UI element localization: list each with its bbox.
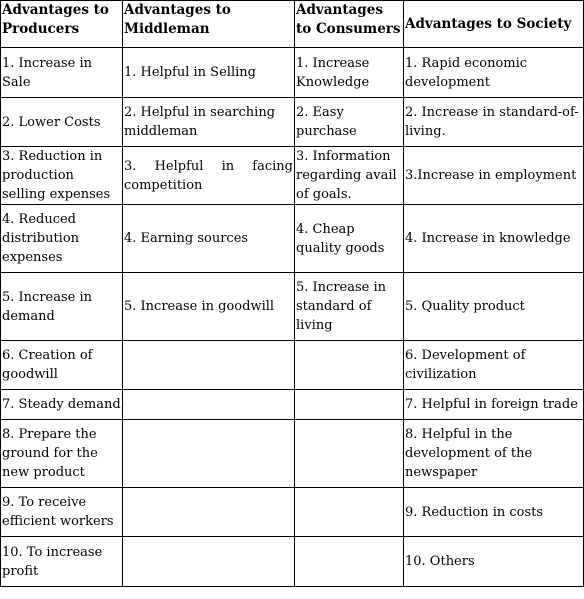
table-cell: 8. Helpful in the development of the newspaper [404,420,584,488]
table-row [1,48,584,98]
table-cell: 3. Helpful in facing competition [123,147,295,205]
table-cell [295,488,404,537]
header-middleman: Advantages to Middleman [123,1,295,48]
table-cell: 5. Increase in demand [1,273,123,341]
header-producers: Advantages to Producers [1,1,123,48]
table-cell [123,420,295,488]
table-cell: 5. Increase in standard of living [295,273,404,341]
table-row [1,273,584,341]
table-cell: 6. Development of civilization [404,341,584,390]
table-cell: 3.Increase in employment [404,147,584,205]
table-row [1,537,584,587]
table-cell: 4. Increase in knowledge [404,205,584,273]
table-cell: 2. Lower Costs [1,98,123,147]
table-cell: 4. Earning sources [123,205,295,273]
table-cell [295,341,404,390]
table-cell: 2. Helpful in searching middleman [123,98,295,147]
table-cell: 5. Quality product [404,273,584,341]
header-consumers: Advantages to Consumers [295,1,404,48]
table-row [1,147,584,205]
table-cell [295,420,404,488]
table-row [1,420,584,488]
table-cell [123,488,295,537]
table-cell: 3. Reduction in production selling expenses [1,147,123,205]
table-cell: 9. To receive efficient workers [1,488,123,537]
table-cell: 10. To increase profit [1,537,123,587]
table-cell: 6. Creation of goodwill [1,341,123,390]
table-cell: 4. Reduced distribution expenses [1,205,123,273]
table-cell: 9. Reduction in costs [404,488,584,537]
table-cell: 1. Increase Knowledge [295,48,404,98]
table-cell: 8. Prepare the ground for the new product [1,420,123,488]
table-cell: 1. Rapid economic development [404,48,584,98]
table-cell [123,341,295,390]
table-cell: 5. Increase in goodwill [123,273,295,341]
table-cell: 4. Cheap quality goods [295,205,404,273]
table-cell [123,537,295,587]
table-cell: 1. Increase in Sale [1,48,123,98]
table-row [1,488,584,537]
header-society: Advantages to Society [404,1,584,48]
table-row [1,98,584,147]
table-cell: 7. Steady demand [1,390,123,420]
header-row [1,1,584,48]
table-row [1,341,584,390]
table-cell: 10. Others [404,537,584,587]
table-cell [123,390,295,420]
table-cell: 2. Increase in standard-of-living. [404,98,584,147]
table-row [1,390,584,420]
table-row [1,205,584,273]
table-cell: 3. Information regarding avail of goals. [295,147,404,205]
table-cell: 7. Helpful in foreign trade [404,390,584,420]
table-cell [295,537,404,587]
table-cell [295,390,404,420]
table-cell: 1. Helpful in Selling [123,48,295,98]
table-cell: 2. Easy purchase [295,98,404,147]
